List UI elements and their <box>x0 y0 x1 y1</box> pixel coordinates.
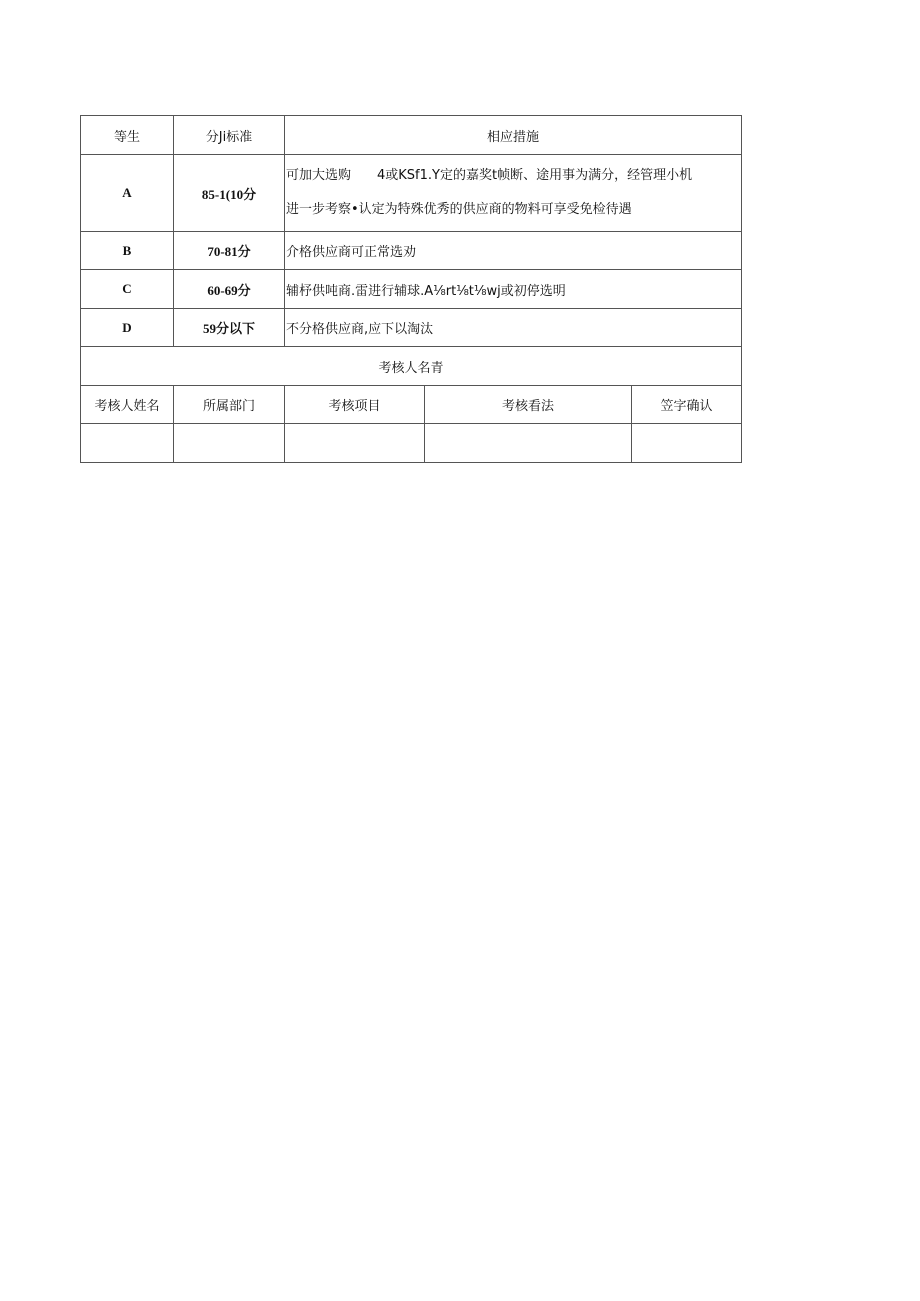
assessor-header-row <box>81 386 742 424</box>
assessor-opinion-cell[interactable] <box>425 424 632 463</box>
grade-row-c <box>81 270 742 309</box>
grade-letter: A <box>81 155 174 232</box>
assessor-signature-cell[interactable] <box>632 424 742 463</box>
grade-measures: 辅杼供吨商.雷进行辅球.A⅛rt⅛t⅛wj或初停选明 <box>285 270 742 309</box>
grade-row-d <box>81 309 742 347</box>
header-grade: 等生 <box>81 116 174 155</box>
assessor-title: 考核人名青 <box>81 347 742 386</box>
assessor-entry-row <box>81 424 742 463</box>
grade-letter: D <box>81 309 174 347</box>
grade-table <box>80 115 742 463</box>
assessor-col-signature: 笠字确认 <box>632 386 742 424</box>
assessor-title-row <box>81 347 742 386</box>
header-measures: 相应措施 <box>285 116 742 155</box>
assessor-col-opinion: 考核看法 <box>425 386 632 424</box>
grade-score: 70-81分 <box>174 232 285 270</box>
assessor-department-cell[interactable] <box>174 424 285 463</box>
grade-score: 60-69分 <box>174 270 285 309</box>
grade-score: 85-1(10分 <box>174 155 285 232</box>
assessor-item-cell[interactable] <box>285 424 425 463</box>
grade-row-b <box>81 232 742 270</box>
measure-line: 可加大选购 4或KSf1.Y定的嘉奖t帧断、途用事为满分，经管理小机 <box>286 168 693 183</box>
table-header-row <box>81 116 742 155</box>
grade-measures: 不分格供应商,应下以淘汰 <box>285 309 742 347</box>
assessor-name-cell[interactable] <box>81 424 174 463</box>
grade-letter: C <box>81 270 174 309</box>
grade-measures: 介格供应商可正常选劝 <box>285 232 742 270</box>
grade-row-a <box>81 155 742 232</box>
header-score-standard: 分Ji标准 <box>174 116 285 155</box>
assessor-col-item: 考核项目 <box>285 386 425 424</box>
assessor-col-department: 所属部门 <box>174 386 285 424</box>
grade-score: 59分以下 <box>174 309 285 347</box>
grade-letter: B <box>81 232 174 270</box>
grade-measures <box>285 155 742 232</box>
assessor-col-name: 考核人姓名 <box>81 386 174 424</box>
measure-line: 进一步考察•认定为特殊优秀的供应商的物料可享受免检待遇 <box>286 202 632 217</box>
